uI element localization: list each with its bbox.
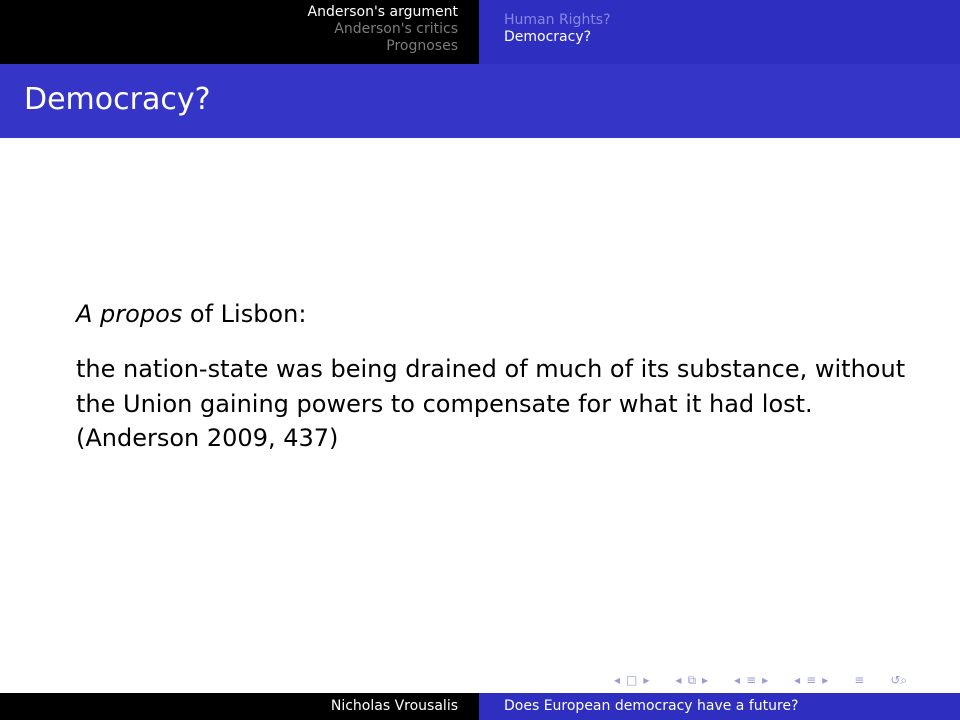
quote-text: the nation-state was being drained of much of its substance, without the Union gaining powers to compensate for what it had lost. (Anderson 2009, 437) [76, 355, 906, 452]
nav-frame-next-icon[interactable]: ▸ [643, 673, 650, 687]
nav-search-icon[interactable]: ↺⌕ [890, 672, 908, 687]
nav-section-next-icon[interactable]: ▸ [762, 673, 769, 687]
nav-subsection-next-icon[interactable]: ▸ [702, 673, 709, 687]
nav-doc-prev-icon[interactable]: ◂ [794, 673, 801, 687]
nav-doc-next-icon[interactable]: ▸ [822, 673, 829, 687]
section-nav [0, 0, 479, 64]
nav-section-prev-icon[interactable]: ◂ [734, 673, 741, 687]
section-link-andersons-critics[interactable]: Anderson's critics [334, 21, 458, 37]
footer-talk-title: Does European democracy have a future? [479, 693, 960, 720]
footer-author: Nicholas Vrousalis [0, 693, 479, 720]
lead-rest: of Lisbon: [182, 300, 307, 328]
lead-text [76, 296, 906, 332]
header-bar [0, 0, 960, 64]
frame-body [76, 296, 906, 456]
frame-title: Democracy? [24, 82, 211, 117]
footer-bar [0, 693, 960, 720]
beamer-navigation-symbols [614, 670, 907, 690]
subsection-link-democracy[interactable]: Democracy? [504, 29, 592, 45]
nav-subsection-icon[interactable]: ⧉ [687, 672, 697, 687]
nav-section-icon[interactable]: ≡ [746, 673, 757, 687]
section-link-prognoses[interactable]: Prognoses [386, 38, 458, 54]
nav-toc-icon[interactable]: ≡ [854, 673, 865, 687]
subsection-link-human-rights[interactable]: Human Rights? [504, 12, 611, 28]
nav-frame-prev-icon[interactable]: ◂ [614, 673, 621, 687]
nav-doc-icon[interactable]: ≡ [806, 673, 817, 687]
subsection-nav [479, 0, 960, 64]
nav-subsection-prev-icon[interactable]: ◂ [675, 673, 682, 687]
section-link-andersons-argument[interactable]: Anderson's argument [307, 4, 458, 20]
frame-title-bar [0, 64, 960, 138]
lead-italic: A propos [76, 300, 183, 328]
nav-frame-icon[interactable]: □ [626, 673, 638, 687]
